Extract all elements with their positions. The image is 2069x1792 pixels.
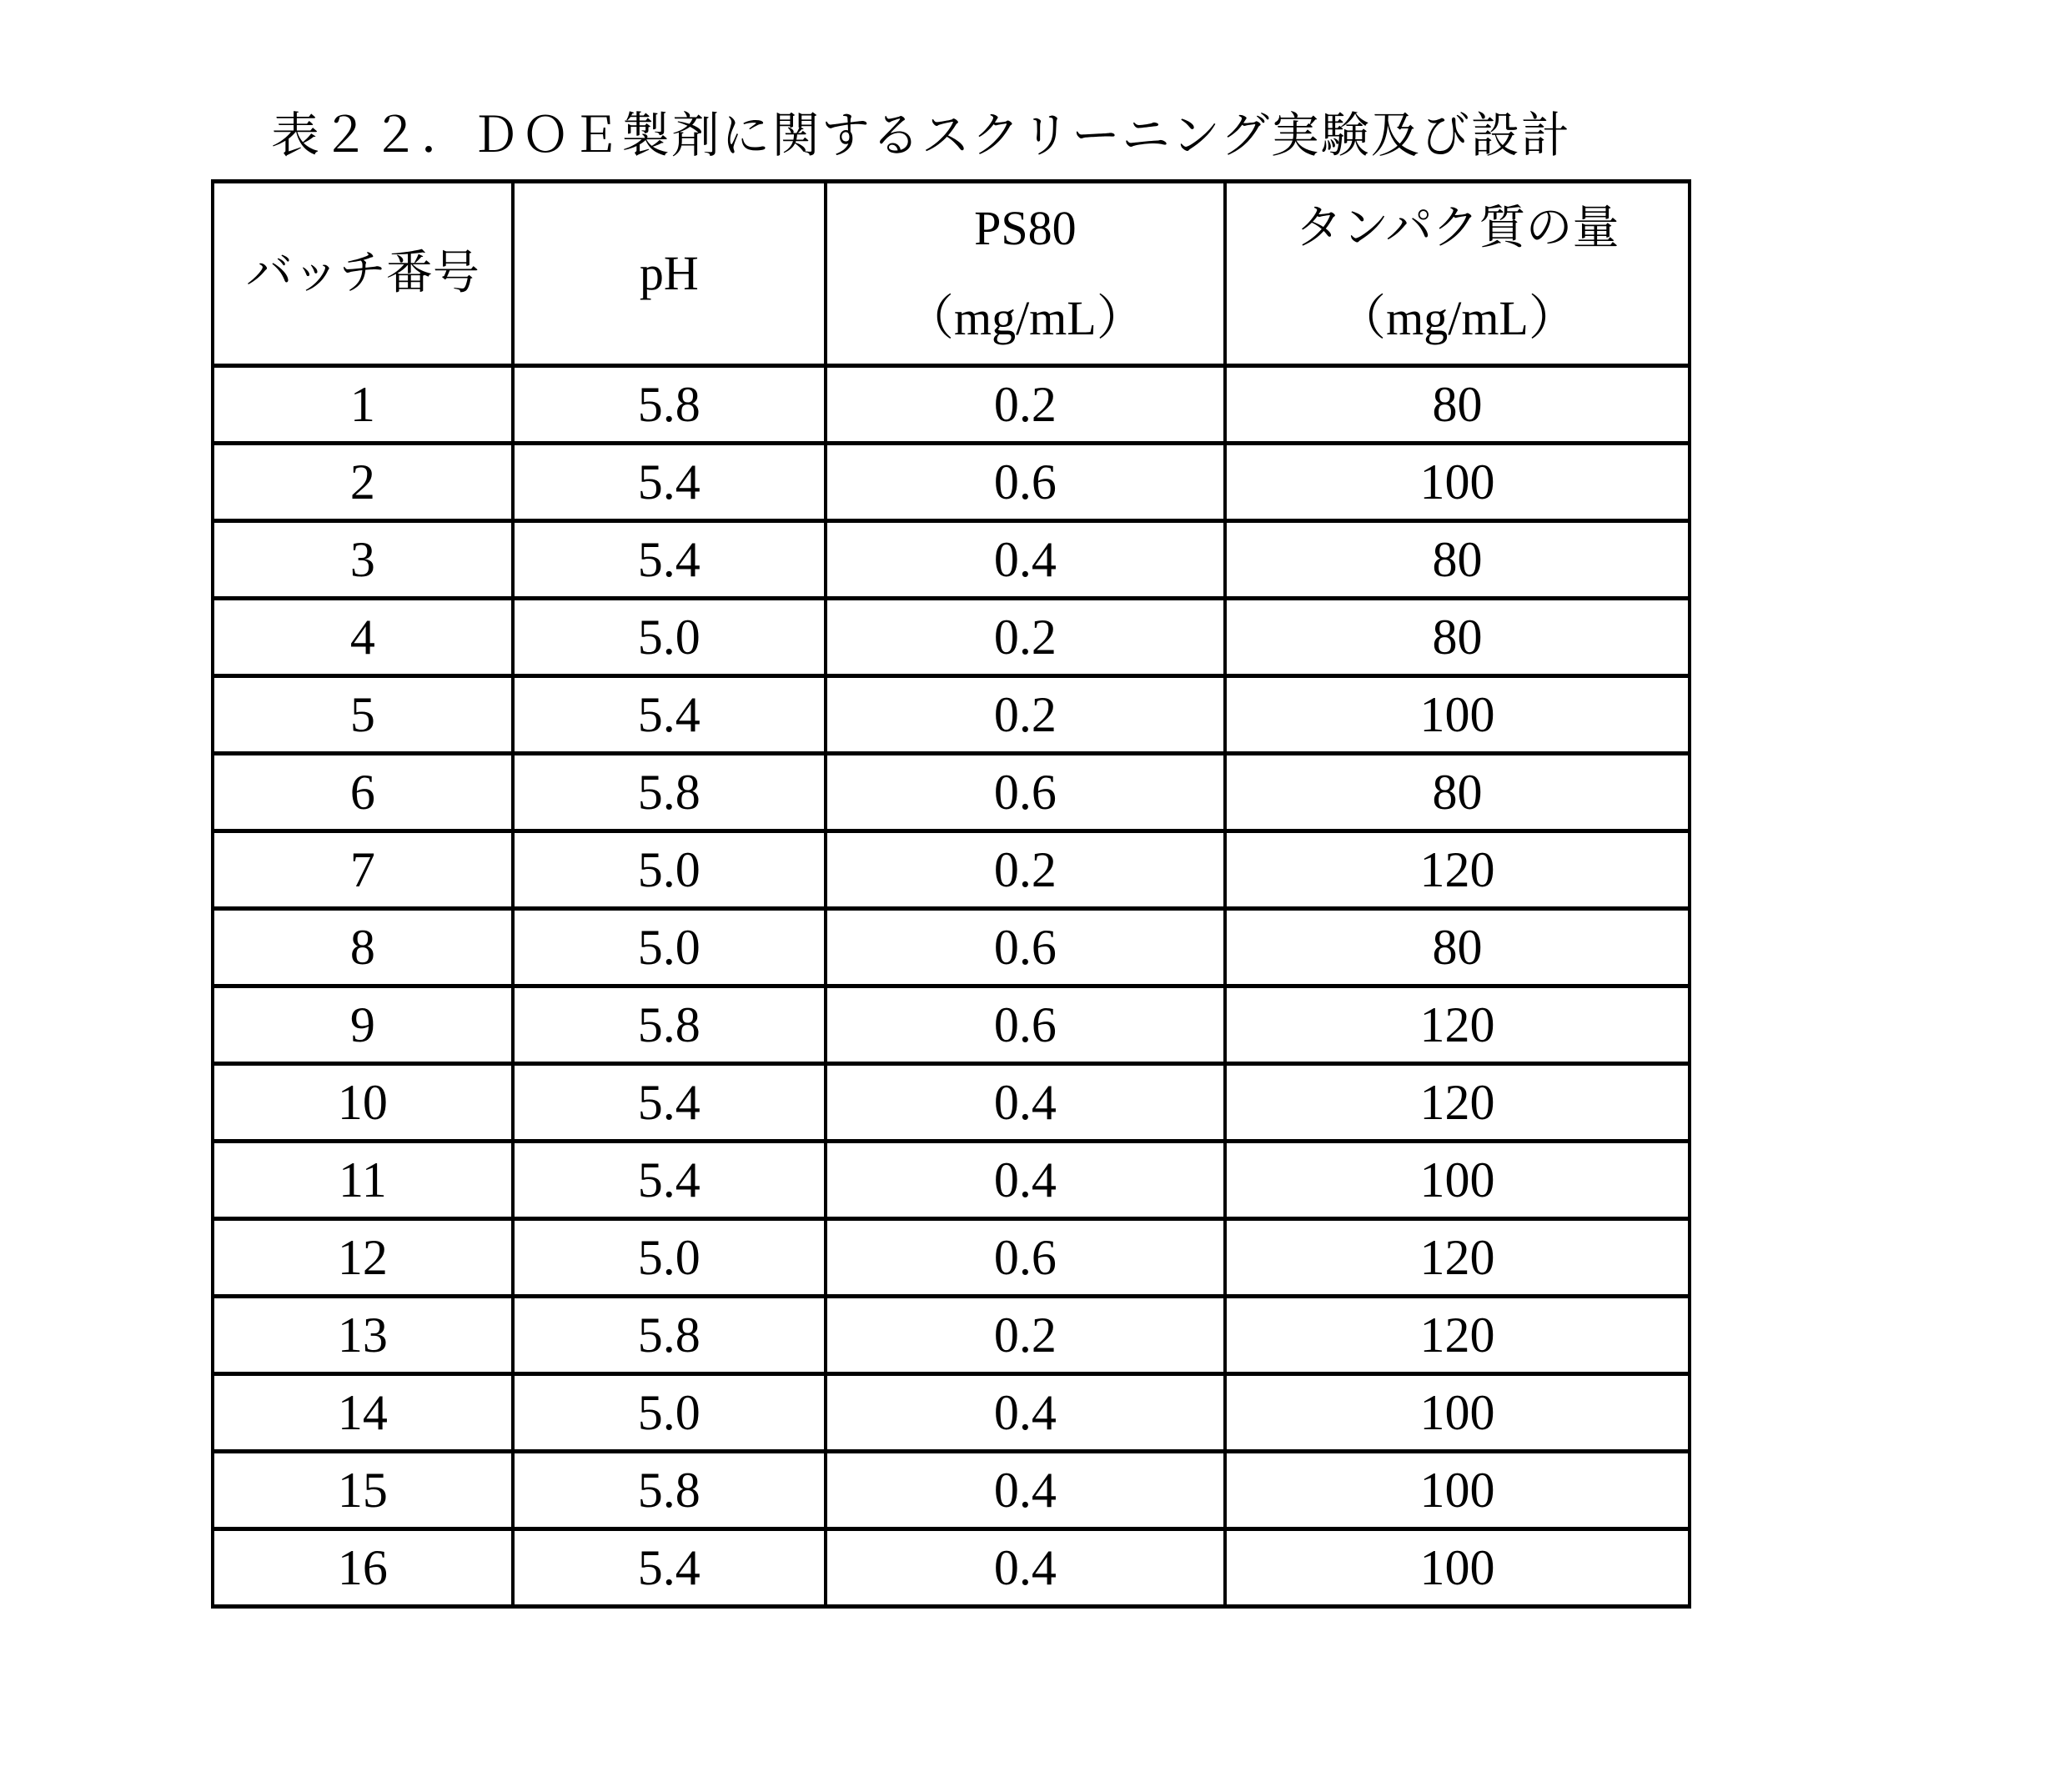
ph-cell: 5.4 [513, 521, 826, 599]
ph-cell: 5.4 [513, 444, 826, 521]
header-batch-number: バッチ番号 [213, 182, 513, 366]
ph-cell: 5.4 [513, 1529, 826, 1607]
ps80-cell: 0.2 [826, 831, 1225, 909]
batch-number-cell: 2 [213, 444, 513, 521]
table-row [213, 909, 1690, 986]
ph-cell: 5.8 [513, 1297, 826, 1374]
protein-amount-cell: 80 [1225, 599, 1690, 676]
table-row [213, 1374, 1690, 1452]
ph-cell: 5.8 [513, 986, 826, 1064]
protein-amount-cell: 100 [1225, 1529, 1690, 1607]
batch-number-cell: 16 [213, 1529, 513, 1607]
ps80-cell: 0.6 [826, 909, 1225, 986]
batch-number-cell: 7 [213, 831, 513, 909]
ps80-cell: 0.4 [826, 1374, 1225, 1452]
protein-amount-cell: 120 [1225, 831, 1690, 909]
batch-number-cell: 1 [213, 366, 513, 444]
batch-number-cell: 10 [213, 1064, 513, 1142]
batch-number-cell: 13 [213, 1297, 513, 1374]
header-ph: pH [513, 182, 826, 366]
batch-number-cell: 6 [213, 754, 513, 831]
protein-amount-cell: 80 [1225, 754, 1690, 831]
protein-amount-cell: 100 [1225, 676, 1690, 754]
ps80-cell: 0.2 [826, 366, 1225, 444]
protein-amount-cell: 80 [1225, 909, 1690, 986]
ph-cell: 5.4 [513, 1142, 826, 1219]
header-ps80: PS80 （mg/mL） [826, 182, 1225, 366]
batch-number-cell: 12 [213, 1219, 513, 1297]
table-row [213, 521, 1690, 599]
ph-cell: 5.0 [513, 909, 826, 986]
doe-design-table [211, 179, 1691, 1609]
ps80-cell: 0.6 [826, 444, 1225, 521]
protein-amount-cell: 100 [1225, 444, 1690, 521]
table-row [213, 1529, 1690, 1607]
header-row [213, 182, 1690, 366]
table-row [213, 986, 1690, 1064]
ph-cell: 5.0 [513, 1374, 826, 1452]
protein-amount-cell: 100 [1225, 1374, 1690, 1452]
ph-cell: 5.0 [513, 1219, 826, 1297]
table-row [213, 444, 1690, 521]
ps80-cell: 0.6 [826, 1219, 1225, 1297]
protein-amount-cell: 120 [1225, 1297, 1690, 1374]
ps80-cell: 0.4 [826, 1064, 1225, 1142]
protein-amount-cell: 80 [1225, 521, 1690, 599]
protein-amount-cell: 100 [1225, 1142, 1690, 1219]
protein-amount-cell: 120 [1225, 1064, 1690, 1142]
table-row [213, 676, 1690, 754]
ps80-cell: 0.6 [826, 986, 1225, 1064]
protein-amount-cell: 120 [1225, 1219, 1690, 1297]
table-row [213, 1142, 1690, 1219]
batch-number-cell: 5 [213, 676, 513, 754]
ps80-cell: 0.4 [826, 1452, 1225, 1529]
ps80-cell: 0.2 [826, 676, 1225, 754]
table-row [213, 1452, 1690, 1529]
ph-cell: 5.8 [513, 366, 826, 444]
batch-number-cell: 15 [213, 1452, 513, 1529]
table-row [213, 1297, 1690, 1374]
table-row [213, 599, 1690, 676]
ph-cell: 5.0 [513, 831, 826, 909]
ps80-cell: 0.6 [826, 754, 1225, 831]
ps80-cell: 0.4 [826, 1529, 1225, 1607]
table-row [213, 831, 1690, 909]
protein-amount-cell: 100 [1225, 1452, 1690, 1529]
ps80-cell: 0.2 [826, 1297, 1225, 1374]
ps80-cell: 0.4 [826, 1142, 1225, 1219]
table-row [213, 754, 1690, 831]
ph-cell: 5.8 [513, 754, 826, 831]
ps80-cell: 0.4 [826, 521, 1225, 599]
batch-number-cell: 8 [213, 909, 513, 986]
batch-number-cell: 11 [213, 1142, 513, 1219]
protein-amount-cell: 120 [1225, 986, 1690, 1064]
header-protein-amount: タンパク質の量 （mg/mL） [1225, 182, 1690, 366]
batch-number-cell: 4 [213, 599, 513, 676]
ph-cell: 5.4 [513, 676, 826, 754]
batch-number-cell: 14 [213, 1374, 513, 1452]
table-row [213, 1219, 1690, 1297]
table-row [213, 1064, 1690, 1142]
table-title: 表２２．ＤＯＥ製剤に関するスクリーニング実験及び設計 [271, 107, 1571, 163]
ps80-cell: 0.2 [826, 599, 1225, 676]
batch-number-cell: 9 [213, 986, 513, 1064]
protein-amount-cell: 80 [1225, 366, 1690, 444]
table-row [213, 366, 1690, 444]
ph-cell: 5.4 [513, 1064, 826, 1142]
ph-cell: 5.8 [513, 1452, 826, 1529]
ph-cell: 5.0 [513, 599, 826, 676]
batch-number-cell: 3 [213, 521, 513, 599]
